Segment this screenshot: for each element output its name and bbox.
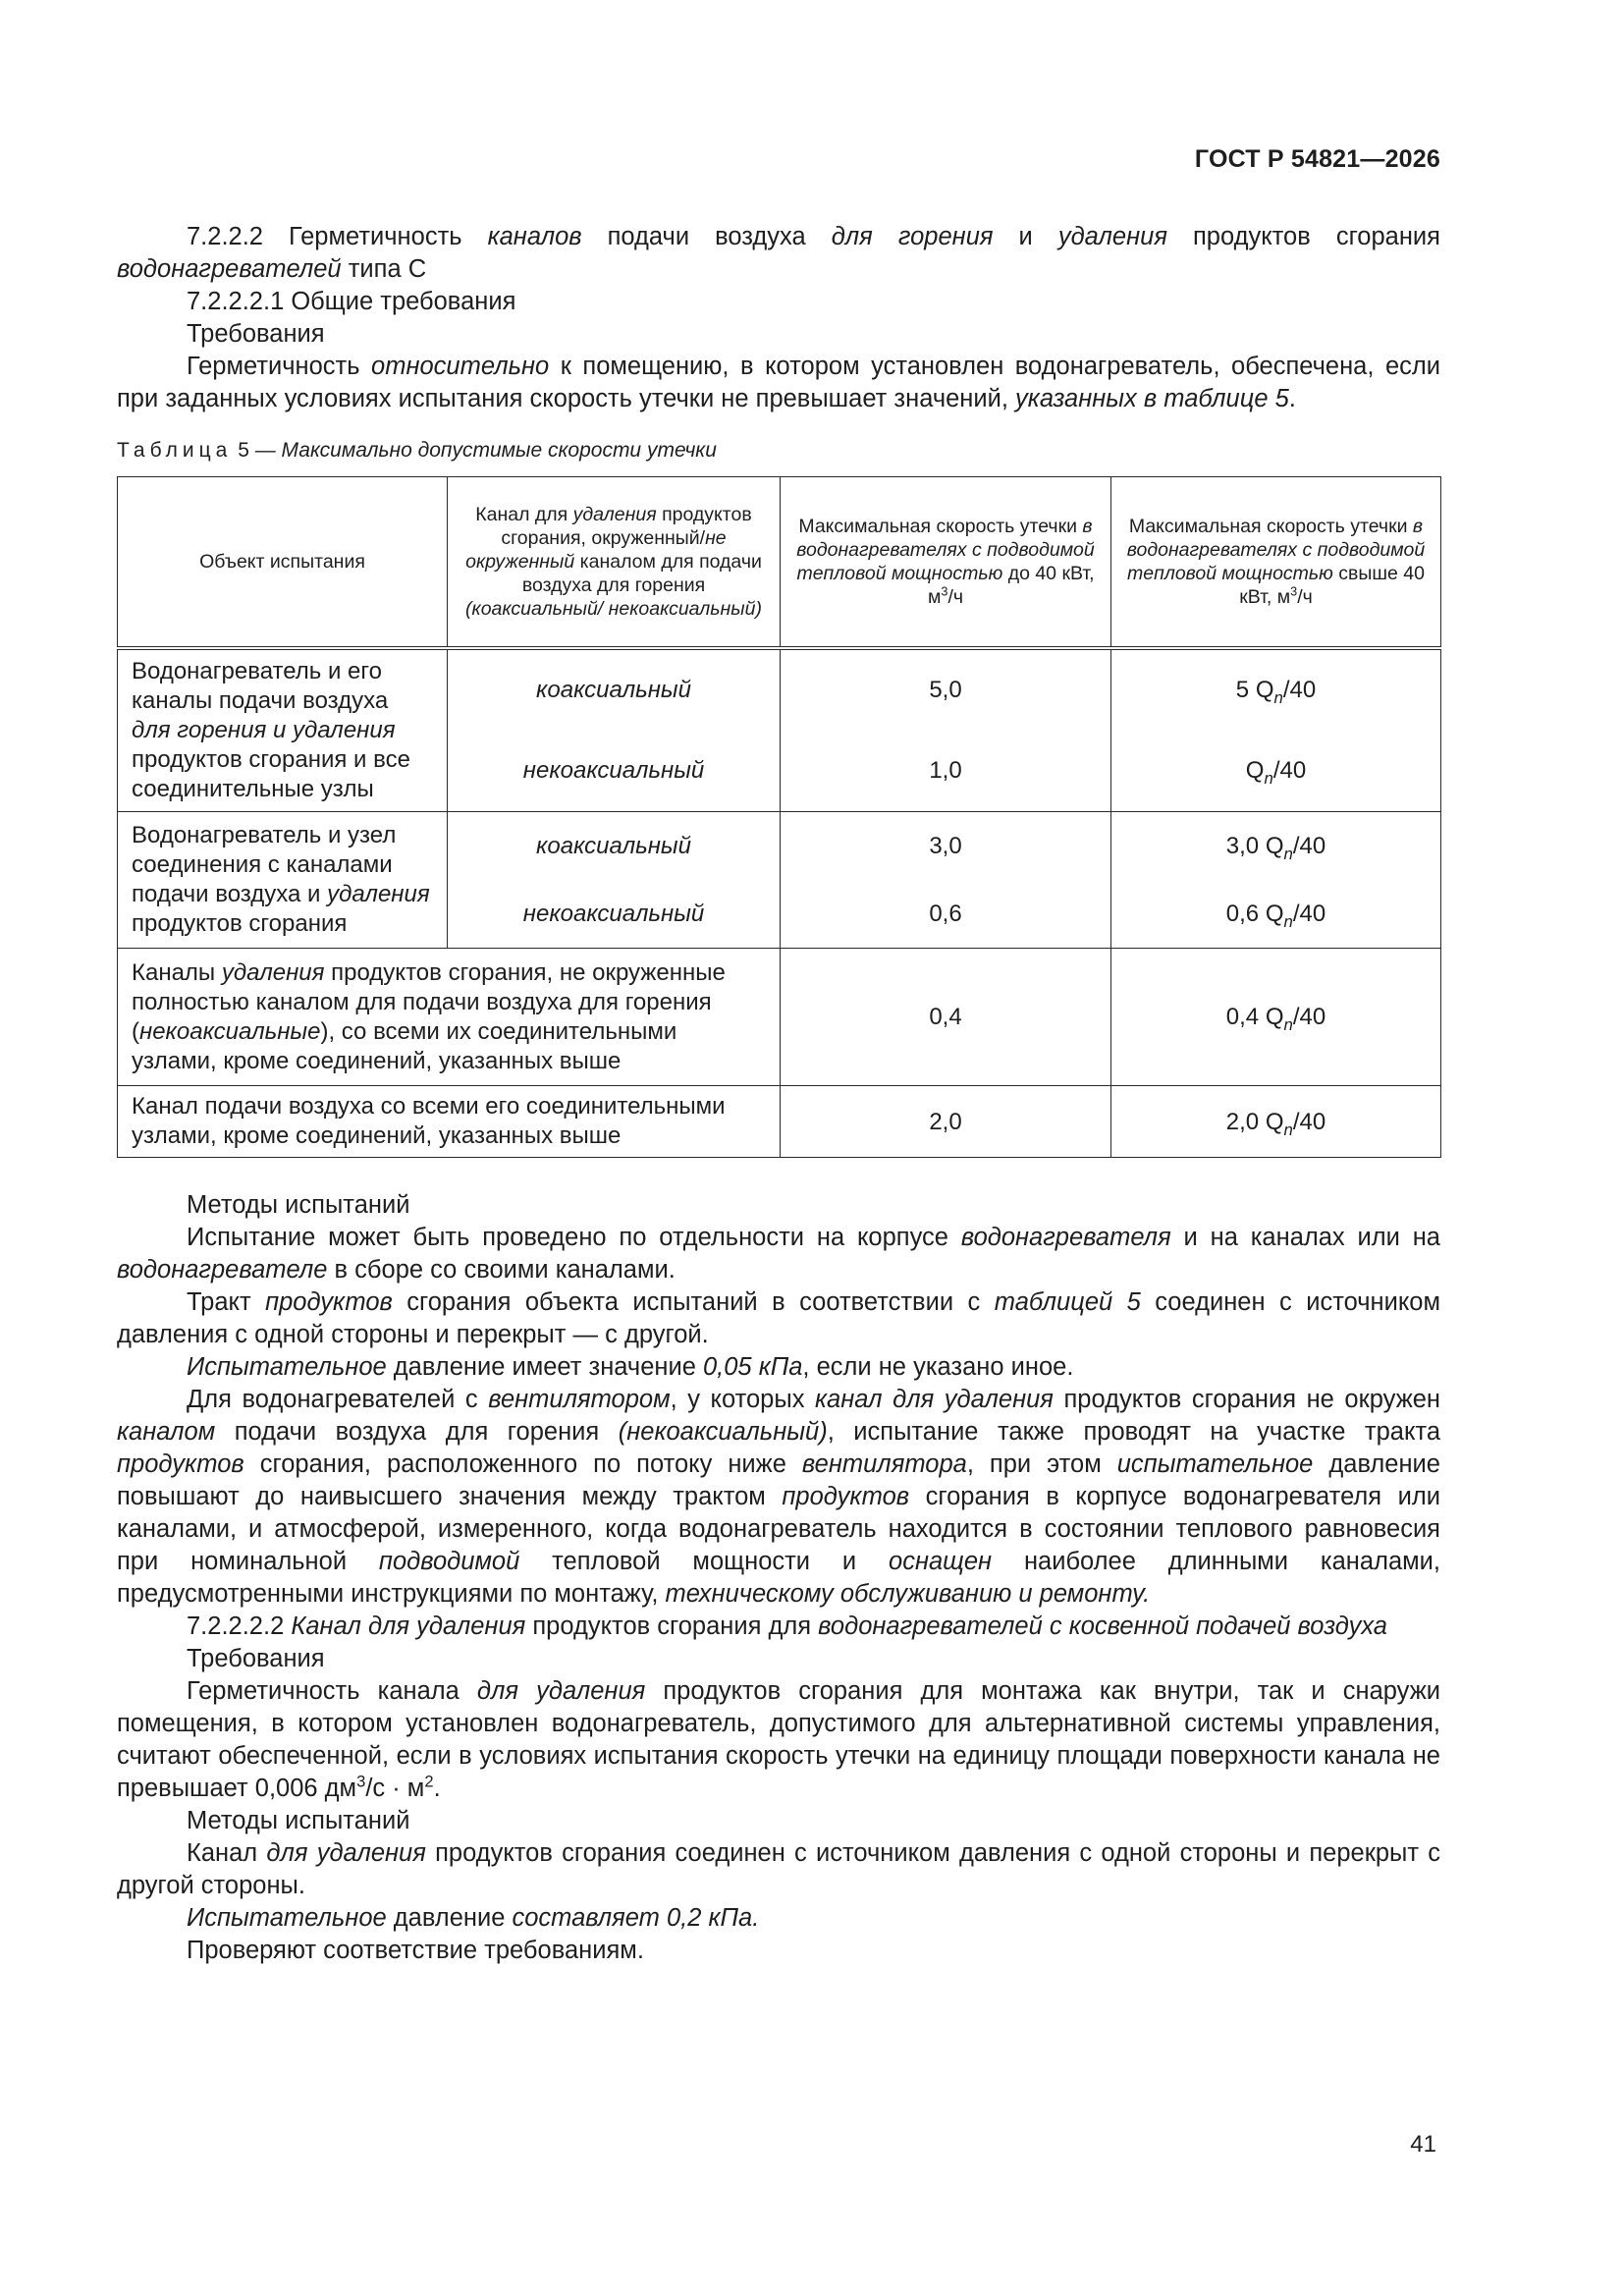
- methods-text: Тракт продуктов сгорания объекта испытаний в соответствии с таблицей 5 соединен с источником давления с одной стороны и перекрыт — с другой.: [117, 1288, 1440, 1348]
- methods-text: Канал для удаления продуктов сгорания соединен с источником давления с одной стороны и перекрыт с другой стороны.: [117, 1839, 1440, 1899]
- clause-7-2-2-2-1: 7.2.2.2.1 Общие требования: [187, 288, 516, 315]
- table-caption: Таблица 5 — Максимально допустимые скорости утечки: [117, 439, 717, 462]
- leak-rate-table: [117, 476, 1441, 1158]
- methods-text: Для водонагревателей с вентилятором, у которых канал для удаления продуктов сгорания не окружен каналом подачи воздуха для горения (некоаксиальный), испытание также проводят на участке тракта продуктов сгорания, расположенного по потоку ниже вентилятора, при этом испытательное давление повышают до наивысшего значения между трактом продуктов сгорания в корпусе водонагревателя или каналами, и атмосферой, измеренного, когда водонагреватель находится в состоянии теплового равновесия при номинальной подводимой тепловой мощности и оснащен наиболее длинными каналами, предусмотренными инструкциями по монтажу, техническому обслуживанию и ремонту.: [117, 1386, 1441, 1608]
- row-rate-over-40kw: 3,0 $Q_n/40$ 0,6 $Q_n/40$: [1111, 812, 1441, 949]
- clause-7-2-2-2-2: 7.2.2.2.2 Канал для удаления продуктов сгорания для водонагревателей с косвенной подачей воздуха: [187, 1613, 1387, 1640]
- row-rate-up-to-40kw: 2,0: [781, 1086, 1111, 1158]
- requirements-heading: Требования: [187, 1645, 325, 1672]
- row-object: Канал подачи воздуха со всеми его соединительными узлами, кроме соединений, указанных выше: [118, 1086, 781, 1158]
- page-number: 41: [1410, 2131, 1436, 2158]
- methods-heading: Методы испытаний: [187, 1191, 410, 1219]
- row-object: Водонагреватель и узел соединения с каналами подачи воздуха и удаления продуктов сгорания: [118, 812, 448, 949]
- row-rate-up-to-40kw: 5,0 1,0: [781, 648, 1111, 812]
- document-header: ГОСТ Р 54821—2026: [1194, 145, 1440, 173]
- row-rate-over-40kw: 5 $Q_n/40$ $Q_n/40$: [1111, 648, 1441, 812]
- header-test-object: Объект испытания: [118, 477, 448, 649]
- clause-7-2-2-2: 7.2.2.2 Герметичность каналов подачи воздуха для горения и удаления продуктов сгорания водонагревателей типа С: [117, 223, 1440, 283]
- header-max-rate-up-to-40kw: Максимальная скорость утечки в водонагревателях с подводимой тепловой мощностью до 40 кВт, $м^3/ч$: [781, 477, 1111, 649]
- header-channel-type: Канал для удаления продуктов сгорания, окруженный/не окруженный каналом для подачи воздуха для горения (коаксиальный/ некоаксиальный): [448, 477, 781, 649]
- methods-text: Испытательное давление имеет значение 0,05 кПа, если не указано иное.: [187, 1353, 1074, 1381]
- table-row: [118, 949, 1441, 1086]
- methods-text: Испытание может быть проведено по отдельности на корпусе водонагревателя и на каналах или на водонагревателе в сборе со своими каналами.: [117, 1224, 1440, 1284]
- methods-text: Проверяют соответствие требованиям.: [187, 1937, 644, 1964]
- requirements-text: Герметичность относительно к помещению, в котором установлен водонагреватель, обеспечена, если при заданных условиях испытания скорость утечки не превышает значений, указанных в таблице 5.: [117, 353, 1441, 412]
- row-rate-over-40kw: 0,4 $Q_n/40$: [1111, 949, 1441, 1086]
- requirements-text: Герметичность канала для удаления продуктов сгорания для монтажа как внутри, так и снаружи помещения, в котором установлен водонагреватель, допустимого для альтернативной системы управления, считают обеспеченной, если в условиях испытания скорость утечки на единицу площади поверхности канала не превышает 0,006 $дм^3/с \cdot м^2$.: [117, 1677, 1441, 1802]
- row-rate-up-to-40kw: 0,4: [781, 949, 1111, 1086]
- table-header-row: [118, 477, 1441, 649]
- row-object: Водонагреватель и его каналы подачи воздуха для горения и удаления продуктов сгорания и все соединительные узлы: [118, 648, 448, 812]
- table-row: [118, 1086, 1441, 1158]
- page-content: [117, 221, 1440, 1967]
- methods-heading: Методы испытаний: [187, 1807, 410, 1834]
- header-max-rate-over-40kw: Максимальная скорость утечки в водонагревателях с подводимой тепловой мощностью свыше 40 кВт, $м^3/ч$: [1111, 477, 1441, 649]
- row-rate-up-to-40kw: 3,0 0,6: [781, 812, 1111, 949]
- table-row: [118, 812, 1441, 949]
- row-object: Каналы удаления продуктов сгорания, не окруженные полностью каналом для подачи воздуха для горения (некоаксиальные), со всеми их соединительными узлами, кроме соединений, указанных выше: [118, 949, 781, 1086]
- row-rate-over-40kw: 2,0 $Q_n/40$: [1111, 1086, 1441, 1158]
- row-channel: коаксиальный некоаксиальный: [448, 812, 781, 949]
- row-channel: коаксиальный некоаксиальный: [448, 648, 781, 812]
- methods-text: Испытательное давление составляет 0,2 кПа.: [187, 1904, 760, 1932]
- table-row: [118, 648, 1441, 812]
- requirements-heading: Требования: [187, 320, 325, 348]
